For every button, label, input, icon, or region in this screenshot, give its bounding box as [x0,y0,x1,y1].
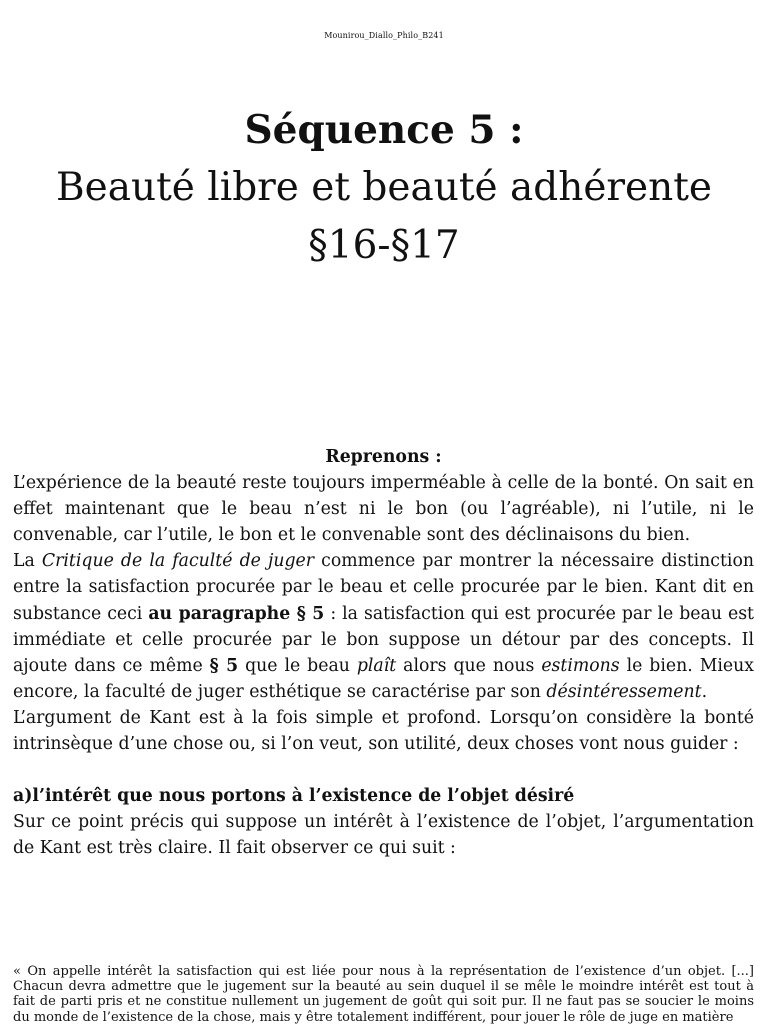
point-a-heading: a)l’intérêt que nous portons à l’existence de l’objet désiré [13,786,575,807]
paragraph-2-text-5: alors que nous [396,655,542,676]
page-header: Mounirou_Diallo_Philo_B241 [324,31,444,40]
sequence-title: Séquence 5 : [244,107,524,153]
document-body [13,444,754,861]
paragraph-2-text-1: La [13,551,42,572]
paragraph-2-text-7: . [701,681,708,702]
sequence-subtitle: Beauté libre et beauté adhérente [55,165,712,210]
paragraph-4: Sur ce point précis qui suppose un intérêt à l’existence de l’objet, l’argumentation de Kant est très claire. Il fait observer ce qui suit : [13,812,754,859]
book-title: Critique de la faculté de juger [41,551,315,572]
emphasis-desinteressement: désintéressement [546,681,702,702]
kant-quote: « On appelle intérêt la satisfaction qui est liée pour nous à la représentation de l’existence d’un objet. [...] Chacun devra admettre que le jugement sur la beauté au sein duquel il se mêle le moindre intérêt est tout à fait de parti pris et ne constitue nullement un jugement de goût qui soit pur. Il ne faut pas se soucier le moins du monde de l’existence de la chose, mais y être totalement indifférent, pour jouer le rôle de juge en matière [13,964,754,1025]
paragraph-3: L’argument de Kant est à la fois simple et profond. Lorsqu’on considère la bonté intrinsèque d’une chose ou, si l’on veut, son utilité, deux choses vont nous guider : [13,707,754,755]
paragraph-2-text-3: : la satisfaction qui est procurée par le beau est immédiate et celle procurée par le bon suppose un détour par des concepts. Il ajoute dans ce même [13,603,755,676]
paragraph-reference-2: § 5 [209,655,239,676]
paragraph-2-text-6: le bien. Mieux encore, la faculté de juger esthétique se caractérise par son [13,655,755,702]
spacer [13,757,754,783]
title-block [0,100,768,276]
paragraph-2-text-4: que le beau [238,655,357,676]
paragraph-2 [13,548,754,705]
paragraph-reference: au paragraphe § 5 [148,603,325,624]
paragraph-1: L’expérience de la beauté reste toujours imperméable à celle de la bonté. On sait en effet maintenant que le beau n’est ni le bon (ou l’agréable), ni l’utile, ni le convenable, car l’utile, le bon et le convenable sont des déclinaisons du bien. [13,473,754,546]
emphasis-plait: plaît [356,655,397,676]
paragraph-2-text-2: commence par montrer la nécessaire distinction entre la satisfaction procurée par le beau et celle procurée par le bien. Kant dit en substance ceci [13,551,754,624]
sequence-paragraph-range: §16-§17 [308,223,460,268]
section-heading: Reprenons : [325,447,442,467]
emphasis-estimons: estimons [541,655,620,676]
